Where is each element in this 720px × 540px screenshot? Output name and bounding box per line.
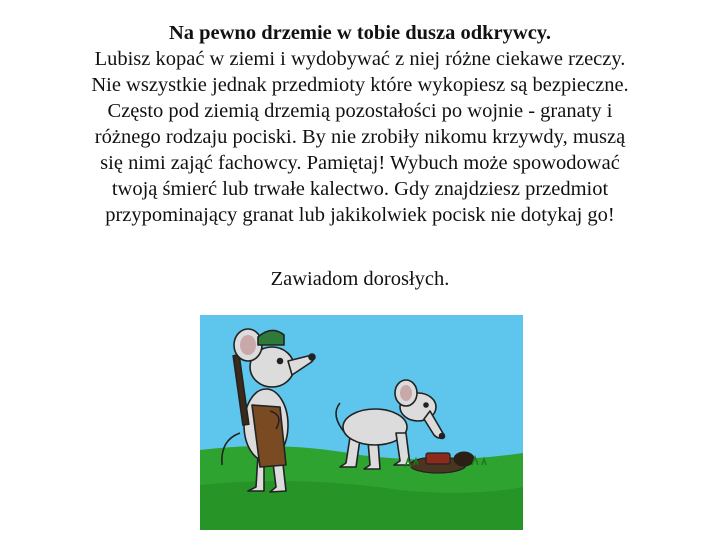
body-line: Lubisz kopać w ziemi i wydobywać z niej różne ciekawe rzeczy. <box>94 48 626 70</box>
heading: Na pewno drzemie w tobie dusza odkrywcy. <box>168 22 552 44</box>
body-line: twoją śmierć lub trwałe kalectwo. Gdy znajdziesz przedmiot <box>111 178 609 200</box>
body-line: Często pod ziemią drzemią pozostałości po wojnie - granaty i <box>107 100 613 122</box>
body-line: Nie wszystkie jednak przedmioty które wykopiesz są bezpieczne. <box>91 74 629 96</box>
warning-text <box>40 20 680 228</box>
body-line: przypominający granat lub jakikolwiek pocisk nie dotykaj go! <box>105 204 615 226</box>
note-text: Zawiadom dorosłych. <box>270 268 450 290</box>
cartoon-illustration <box>200 315 523 530</box>
shell <box>426 453 450 464</box>
body-line: różnego rodzaju pociski. By nie zrobiły nikomu krzywdy, muszą <box>94 126 626 148</box>
dirt-clod <box>454 452 474 466</box>
body-line: się nimi zająć fachowcy. Pamiętaj! Wybuch może spowodować <box>100 152 620 174</box>
